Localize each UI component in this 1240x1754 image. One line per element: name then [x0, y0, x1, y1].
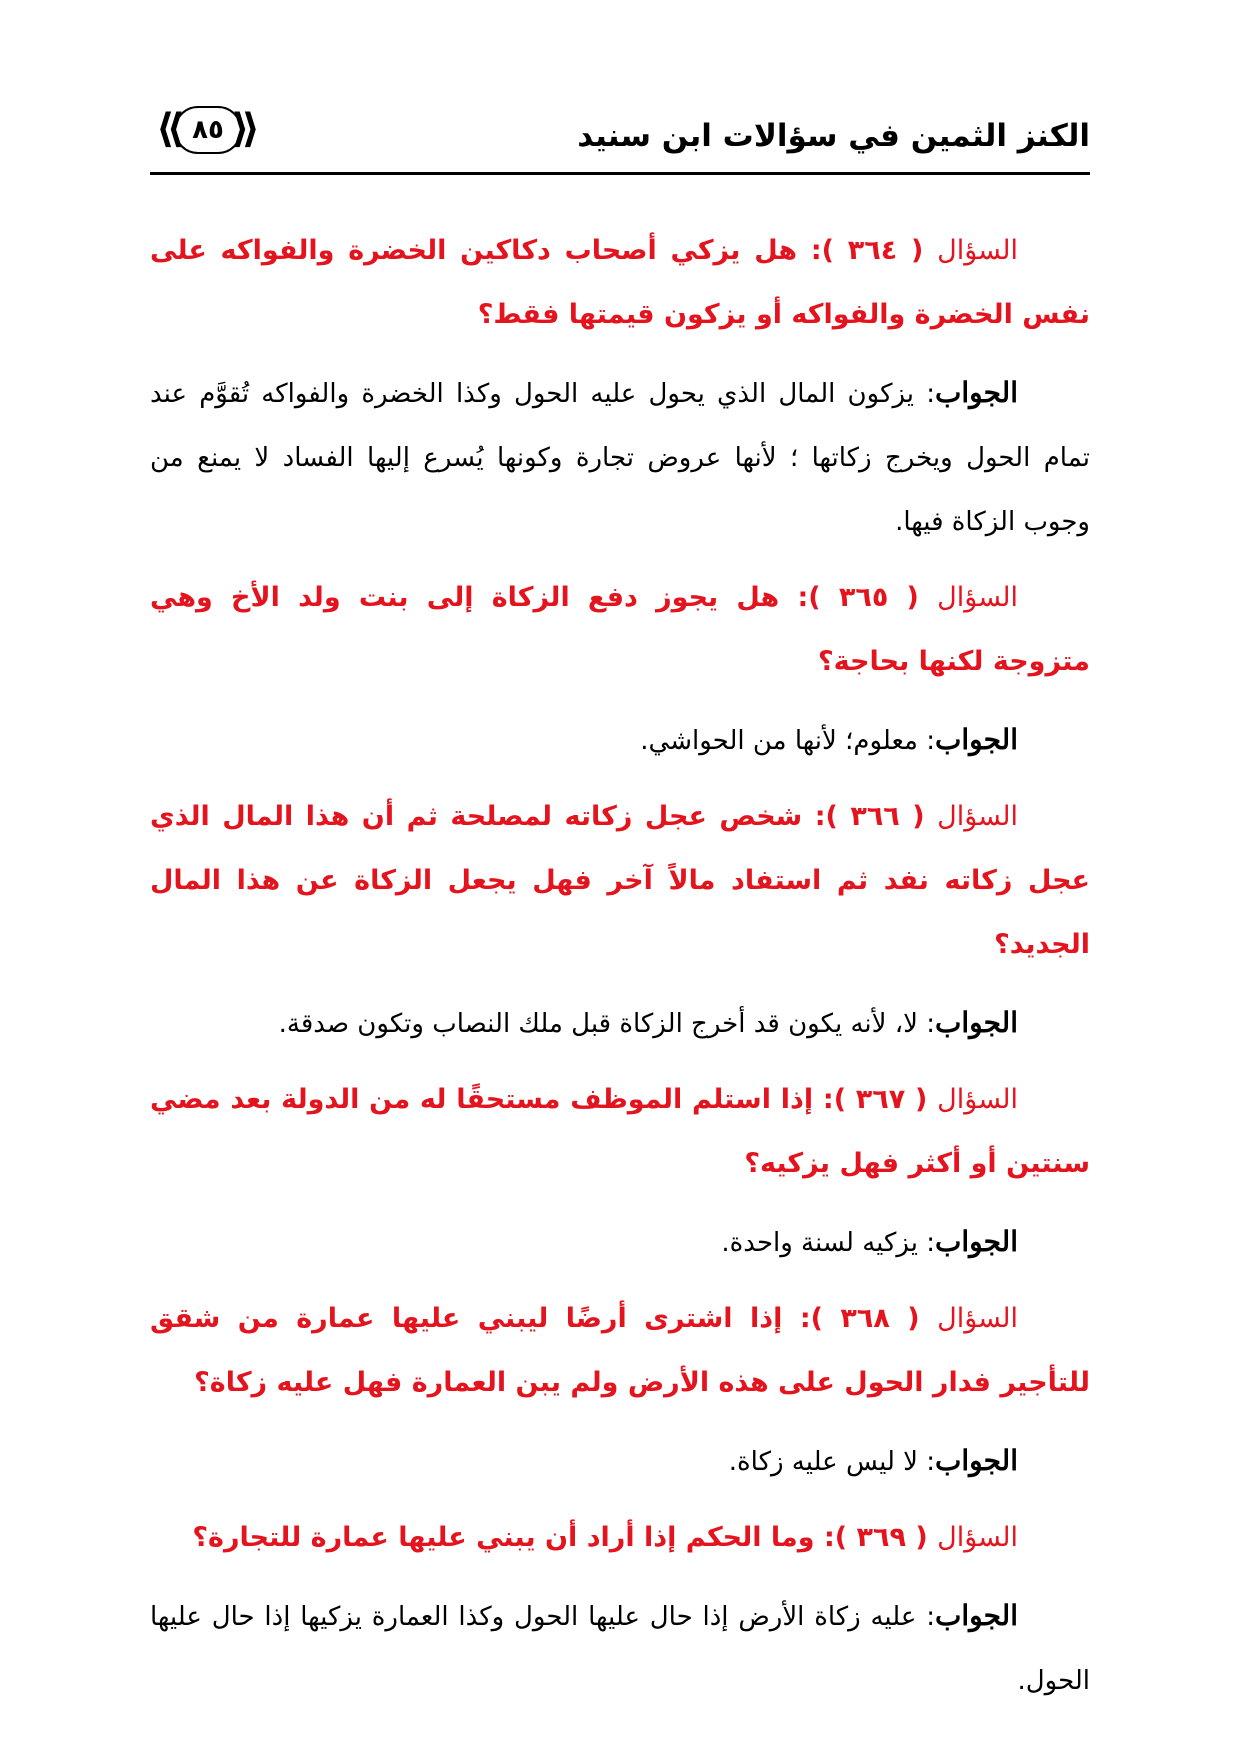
- answer: الجواب: يزكون المال الذي يحول عليه الحول وكذا الخضرة والفواكه تُقوَّم عند تمام الحول ويخرج زكاتها ؛ لأنها عروض تجارة وكونها يُسرع إليها الفساد لا يمنع من وجوب الزكاة فيها.: [150, 376, 1090, 537]
- question-number: ( ٣٦٤ ):: [810, 235, 924, 266]
- qa-item-365: [150, 566, 1090, 773]
- question: [150, 1506, 1090, 1570]
- question-number: ( ٣٦٥ ):: [797, 582, 919, 613]
- question-text: إذا اشترى أرضًا ليبني عليها عمارة من شقق للتأجير فدار الحول على هذه الأرض ولم يبن العمارة فهل عليه زكاة؟: [150, 1303, 1090, 1398]
- left-bracket-ornament: ⟪: [156, 106, 185, 152]
- question-text: وما الحكم إذا أراد أن يبني عليها عمارة للتجارة؟: [192, 1522, 815, 1553]
- question-text: هل يزكي أصحاب دكاكين الخضرة والفواكه على نفس الخضرة والفواكه أو يزكون قيمتها فقط؟: [150, 235, 1090, 330]
- answer-label: الجواب: [935, 376, 1018, 409]
- page-number: ٨٥: [192, 115, 224, 145]
- answer: الجواب: لا ليس عليه زكاة.: [728, 1444, 1018, 1477]
- question-label: السؤال: [937, 235, 1018, 266]
- answer-text: عليه زكاة الأرض إذا حال عليها الحول وكذا العمارة يزكيها إذا حال عليها الحول.: [150, 1602, 1090, 1696]
- question: [150, 1287, 1090, 1415]
- question-text: إذا استلم الموظف مستحقًا له من الدولة بعد مضي سنتين أو أكثر فهل يزكيه؟: [150, 1084, 1090, 1179]
- question-number: ( ٣٦٦ ):: [814, 801, 925, 832]
- page-header: [150, 96, 1090, 175]
- question: [150, 1068, 1090, 1196]
- answer-text: يزكيه لسنة واحدة.: [721, 1228, 918, 1258]
- question-label: السؤال: [937, 801, 1018, 832]
- answer-label: الجواب: [935, 1599, 1018, 1632]
- question: [150, 219, 1090, 347]
- question-text: هل يجوز دفع الزكاة إلى بنت ولد الأخ وهي متزوجة لكنها بحاجة؟: [150, 582, 1090, 677]
- answer-text: لا، لأنه يكون قد أخرج الزكاة قبل ملك النصاب وتكون صدقة.: [278, 1009, 918, 1039]
- book-page: [150, 96, 1090, 1725]
- book-title: الكنز الثمين في سؤالات ابن سنيد: [577, 118, 1090, 154]
- question: [150, 566, 1090, 694]
- page-number-ornament: [156, 104, 260, 160]
- answer-text: معلوم؛ لأنها من الحواشي.: [640, 726, 918, 756]
- answer: الجواب: يزكيه لسنة واحدة.: [721, 1225, 1018, 1258]
- qa-item-364: [150, 219, 1090, 554]
- question-text: شخص عجل زكاته لمصلحة ثم أن هذا المال الذي عجل زكاته نفد ثم استفاد مالاً آخر فهل يجعل الزكاة عن هذا المال الجديد؟: [150, 801, 1090, 960]
- question-number: ( ٣٦٩ ):: [823, 1522, 928, 1553]
- answer-text: يزكون المال الذي يحول عليه الحول وكذا الخضرة والفواكه تُقوَّم عند تمام الحول ويخرج زكاتها ؛ لأنها عروض تجارة وكونها يُسرع إليها الفساد لا يمنع من وجوب الزكاة فيها.: [150, 379, 1090, 537]
- qa-item-367: [150, 1068, 1090, 1275]
- answer-label: الجواب: [935, 1006, 1018, 1039]
- answer-label: الجواب: [935, 1444, 1018, 1477]
- question-label: السؤال: [937, 1084, 1019, 1115]
- answer: الجواب: معلوم؛ لأنها من الحواشي.: [640, 723, 1018, 756]
- question-number: ( ٣٦٨ ):: [799, 1303, 920, 1334]
- answer-label: الجواب: [935, 1225, 1018, 1258]
- qa-item-369: [150, 1506, 1090, 1713]
- answer: الجواب: لا، لأنه يكون قد أخرج الزكاة قبل ملك النصاب وتكون صدقة.: [278, 1006, 1018, 1039]
- question-label: السؤال: [937, 1303, 1018, 1334]
- answer-label: الجواب: [935, 723, 1018, 756]
- answer: الجواب: عليه زكاة الأرض إذا حال عليها الحول وكذا العمارة يزكيها إذا حال عليها الحول.: [150, 1599, 1090, 1696]
- question-label: السؤال: [937, 1522, 1018, 1553]
- qa-item-368: [150, 1287, 1090, 1494]
- question-number: ( ٣٦٧ ):: [822, 1084, 928, 1115]
- qa-item-366: [150, 785, 1090, 1056]
- answer-text: لا ليس عليه زكاة.: [728, 1447, 918, 1477]
- question-label: السؤال: [937, 582, 1019, 613]
- right-bracket-ornament: ⟫: [231, 106, 260, 152]
- question: [150, 785, 1090, 977]
